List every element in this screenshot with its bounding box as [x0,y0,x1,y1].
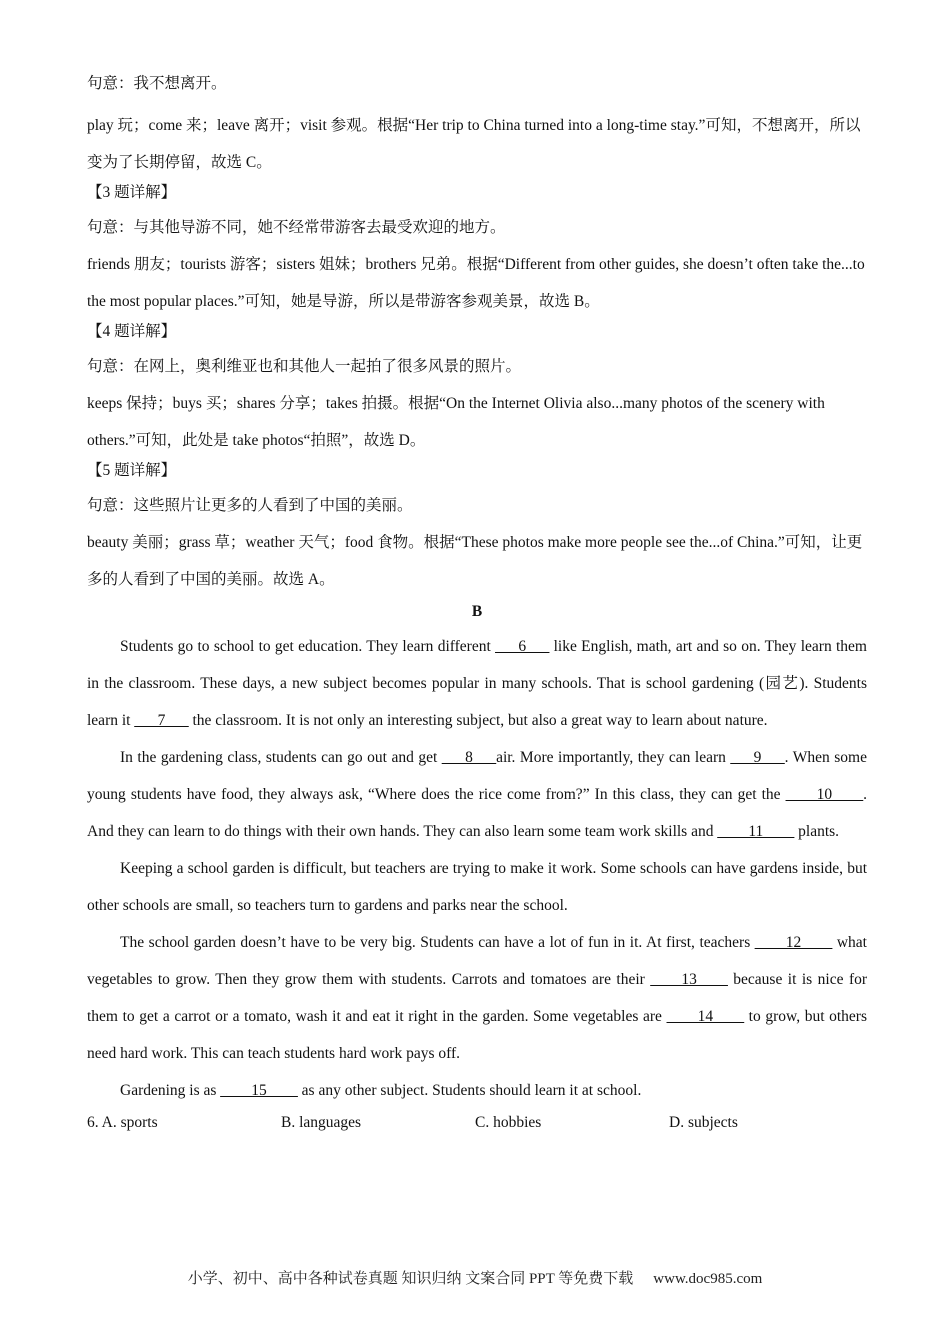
blank-14: ____14____ [666,1008,745,1025]
q5-meaning: 句意：这些照片让更多的人看到了中国的美丽。 [87,497,413,514]
q3-title: 【3 题详解】 [87,184,177,201]
q5-title: 【5 题详解】 [87,462,177,479]
option-b: B. languages [281,1114,362,1131]
text: plants. [794,823,840,840]
text: to grow, but others need hard work. This can teach students hard work pays off. [87,1008,868,1062]
q5-analysis: beauty 美丽；grass 草；weather 天气；food 食物。根据“These photos make more people see the...of China.”可知，让更多的人看到了中国的美丽。故选 A。 [87,534,863,588]
text: the classroom. It is not only an interesting subject, but also a great way to learn about nature. [188,712,768,729]
option-c: C. hobbies [475,1114,542,1131]
text: what vegetables to grow. Then they grow them with students. Carrots and tomatoes are their [87,934,867,988]
document-content [87,72,867,1135]
option-d: D. subjects [669,1114,738,1131]
passage-paragraph-5 [87,1072,867,1109]
text: Gardening is as [120,1082,221,1099]
blank-15: ____15____ [220,1082,298,1099]
q3-meaning: 句意：与其他导游不同，她不经常带游客去最受欢迎的地方。 [87,219,506,236]
text: like English, math, art and so on. They learn them in the classroom. These days, a new subject becomes popular in many schools. That is school gardening (园艺). Students learn it [87,638,867,729]
passage-paragraph-2 [87,739,867,850]
blank-11: ____11____ [717,823,795,840]
section-b-title: B [471,603,483,620]
footer-url[interactable]: www.doc985.com [653,1271,763,1287]
passage-paragraph-1 [87,628,867,739]
text: . When some young students have food, they always ask, “Where does the rice come from?” In this class, they can get the [87,749,867,803]
answer-analysis: play 玩；come 来；leave 离开；visit 参观。根据“Her trip to China turned into a long-time stay.”可知，不想离开，所以变为了长期停留，故选 C。 [87,117,861,171]
blank-8: ___8___ [441,749,497,766]
sentence-meaning: 句意：我不想离开。 [87,75,227,92]
text: In the gardening class, students can go out and get [120,749,442,766]
blank-12: ____12____ [754,934,833,951]
footer-text: 小学、初中、高中各种试卷真题 知识归纳 文案合同 PPT 等免费下载 [187,1271,634,1287]
blank-10: ____10____ [785,786,864,803]
q4-analysis: keeps 保持；buys 买；shares 分享；takes 拍摄。根据“On the Internet Olivia also...many photos of the scenery with others.”可知，此处是 take photos“拍照”，故选 D。 [87,395,825,449]
passage-paragraph-3: Keeping a school garden is difficult, but teachers are trying to make it work. Some schools can have gardens inside, but other schools are small, so teachers turn to gardens and parks near the school. [87,860,867,914]
q4-title: 【4 题详解】 [87,323,177,340]
passage-paragraph-4 [87,924,867,1072]
text: The school garden doesn’t have to be very big. Students can have a lot of fun in it. At first, teachers [120,934,755,951]
option-a: 6. A. sports [87,1114,158,1131]
blank-13: ____13____ [650,971,728,988]
q3-analysis: friends 朋友；tourists 游客；sisters 姐妹；brothers 兄弟。根据“Different from other guides, she doesn’t often take the...to the most popular places.”可知，她是导游，所以是带游客参观美景，故选 B。 [87,256,865,310]
text: because it is nice for them to get a carrot or a tomato, wash it and eat it right in the garden. Some vegetables are [87,971,868,1025]
blank-6: ___6___ [495,638,550,655]
text: air. More importantly, they can learn [496,749,731,766]
blank-7: ___7___ [134,712,189,729]
question-6-options [87,1111,867,1135]
page-footer [0,1268,950,1290]
q4-meaning: 句意：在网上，奥利维亚也和其他人一起拍了很多风景的照片。 [87,358,522,375]
text: . And they can learn to do things with their own hands. They can also learn some team work skills and [87,786,867,840]
text: Students go to school to get education. They learn different [120,638,496,655]
text: as any other subject. Students should learn it at school. [297,1082,642,1099]
blank-9: ___9___ [730,749,785,766]
